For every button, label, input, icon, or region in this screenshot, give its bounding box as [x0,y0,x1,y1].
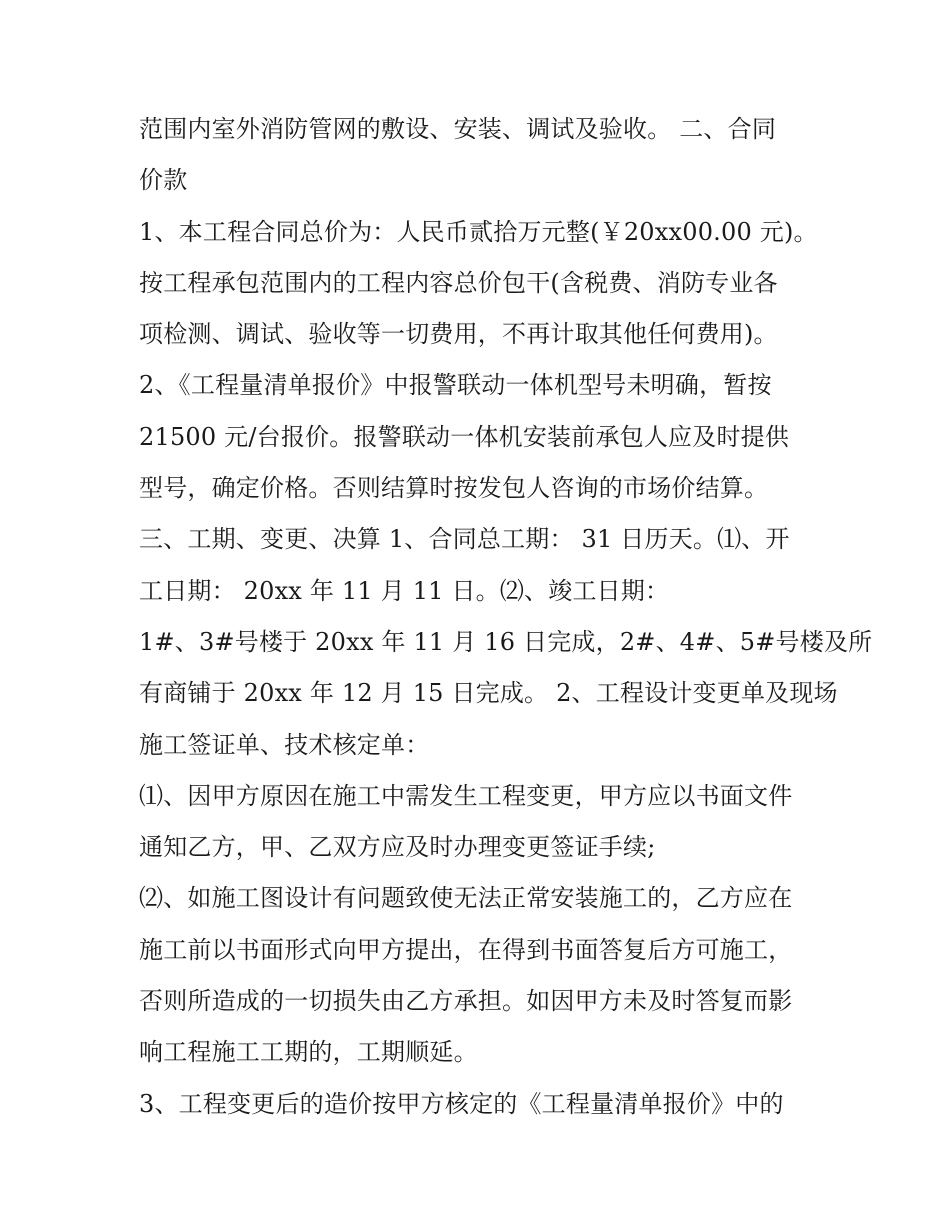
text-line: 1#、3#号楼于 20xx 年 11 月 16 日完成，2#、4#、5#号楼及所 [139,627,873,656]
text-line: 响工程施工工期的，工期顺延。 [139,1038,478,1067]
text-line: ⑵、如施工图设计有问题致使无法正常安装施工的，乙方应在 [139,884,793,913]
text-line: 范围内室外消防管网的敷设、安装、调试及验收。 二、合同 [139,115,777,143]
text-line: 工日期： 20xx 年 11 月 11 日。⑵、竣工日期： [139,576,670,605]
text-line: 1、本工程合同总价为：人民币贰拾万元整(￥20xx00.00 元)。 [139,217,818,246]
text-line: 2、《工程量清单报价》中报警联动一体机型号未明确，暂按 [139,371,772,400]
text-line: 项检测、调试、验收等一切费用，不再计取其他任何费用)。 [139,320,778,349]
text-line: 按工程承包范围内的工程内容总价包干(含税费、消防专业各 [139,268,778,297]
text-line: 3、工程变更后的造价按甲方核定的《工程量清单报价》中的 [139,1089,784,1118]
contract-text-body [139,104,873,1130]
text-line: 施工前以书面形式向甲方提出，在得到书面答复后方可施工， [139,935,793,964]
text-line: 21500 元/台报价。报警联动一体机安装前承包人应及时提供 [139,422,790,451]
text-line: 有商铺于 20xx 年 12 月 15 日完成。 2、工程设计变更单及现场 [139,679,838,708]
text-line: 通知乙方，甲、乙双方应及时办理变更签证手续; [139,833,656,862]
text-line: 否则所造成的一切损失由乙方承担。如因甲方未及时答复而影 [139,987,793,1016]
text-line: ⑴、因甲方原因在施工中需发生工程变更，甲方应以书面文件 [139,781,793,810]
text-line: 型号，确定价格。否则结算时按发包人咨询的市场价结算。 [139,474,769,503]
text-line: 施工签证单、技术核定单： [139,730,430,759]
text-line: 价款 [139,166,188,195]
text-line: 三、工期、变更、决算 1、合同总工期： 31 日历天。⑴、开 [139,525,790,554]
